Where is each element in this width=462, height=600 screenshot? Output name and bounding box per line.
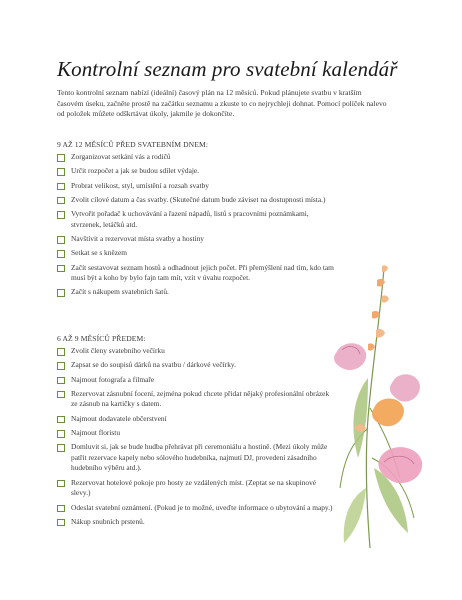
item-text: Probrat velikost, styl, umístění a rozsah svatby: [71, 180, 209, 190]
checklist-section-6-9: [57, 346, 337, 531]
item-text: Odeslat svatební oznámení. (Pokud je to možné, uveďte informace o ubytování a mapy.): [71, 502, 333, 512]
checklist-item: [57, 360, 337, 371]
checklist-item: [57, 517, 337, 528]
checklist-item: [57, 414, 337, 425]
checklist-item: [57, 248, 337, 259]
section-heading-9-12: 9 AŽ 12 MĚSÍCŮ PŘED SVATEBNÍM DNEM:: [57, 140, 209, 149]
checklist-item: [57, 503, 337, 514]
checkbox[interactable]: [57, 168, 65, 176]
checkbox[interactable]: [57, 416, 65, 424]
item-text: Zvolit členy svatebního večírku: [71, 346, 165, 355]
checklist-item: [57, 234, 337, 245]
checkbox[interactable]: [57, 505, 65, 513]
checkbox[interactable]: [57, 183, 65, 191]
item-text: Nákup snubních prstenů.: [71, 516, 145, 526]
item-text: Vytvořit pořadač k uchovávání a řazení nápadů, listů s pracovními poznámkami, stvrzenek, letáčků atd.: [71, 209, 309, 229]
item-text: Najmout floristu: [71, 428, 121, 437]
checklist-item: [57, 375, 337, 386]
checklist-item: [57, 442, 337, 474]
item-text: Zapsat se do soupisů dárků na svatbu / dárkové večírky.: [71, 360, 236, 370]
checklist-item: [57, 263, 337, 284]
checklist-item: [57, 478, 337, 499]
checklist-item: [57, 346, 337, 357]
checkbox[interactable]: [57, 197, 65, 205]
checkbox[interactable]: [57, 265, 65, 273]
item-text: Rezervovat zásnubní focení, zejména pokud chcete přidat nějaký profesionální obrázek ze zásnub na kartičky s datem.: [71, 388, 330, 409]
checklist-item: [57, 152, 337, 163]
checkbox[interactable]: [57, 362, 65, 370]
checkbox[interactable]: [57, 377, 65, 385]
checkbox[interactable]: [57, 391, 65, 399]
checkbox[interactable]: [57, 236, 65, 244]
checklist-item: [57, 166, 337, 177]
checkbox[interactable]: [57, 444, 65, 452]
intro-paragraph: Tento kontrolní seznam nabízí (ideální) časový plán na 12 měsíců. Pokud plánujete svatbu v kratším časovém úseku, začněte prostě na začátku seznamu a zkuste to co nejrychleji dohnat. Pomocí políček nalevo od položek můžete odškrtávat úkoly, jakmile je dokončíte.: [57, 88, 387, 119]
checklist-item: [57, 209, 337, 230]
checkbox[interactable]: [57, 480, 65, 488]
checklist-item: [57, 428, 337, 439]
checklist-item: [57, 287, 337, 298]
checkbox[interactable]: [57, 211, 65, 219]
checkbox[interactable]: [57, 519, 65, 527]
checklist-item: [57, 181, 337, 192]
flower-illustration-icon: [322, 258, 432, 558]
item-text: Najmout fotografa a filmaře: [71, 374, 155, 384]
item-text: Zorganizovat setkání vás a rodičů: [71, 152, 171, 161]
checkbox[interactable]: [57, 289, 65, 297]
item-text: Začít s nákupem svatebních šatů.: [71, 287, 169, 297]
checkbox[interactable]: [57, 154, 65, 162]
item-text: Začít sestavovat seznam hostů a odhadnout jejich počet. Při přemýšlení nad tím, kdo tam musí být a koho by bylo fajn tam mít, vzít v úvahu rozpočet.: [71, 262, 334, 283]
item-text: Určit rozpočet a jak se budou sdílet výdaje.: [71, 166, 200, 176]
item-text: Navštívit a rezervovat místa svatby a hostiny: [71, 234, 204, 243]
checklist-section-9-12: [57, 152, 337, 302]
item-text: Setkat se s knězem: [71, 248, 128, 258]
section-heading-6-9: 6 AŽ 9 MĚSÍCŮ PŘEDEM:: [57, 334, 146, 343]
checklist-item: [57, 195, 337, 206]
item-text: Domluvit si, jak se bude hudba přehrávat při ceremoniálu a hostině. (Mezi úkoly může patřit rezervace kapely nebo sólového hudebníka, najmutí DJ, provedení zásadního hudebního výběru atd.).: [71, 442, 328, 473]
checkbox[interactable]: [57, 250, 65, 258]
page-title: Kontrolní seznam pro svatební kalendář: [57, 57, 398, 81]
item-text: Zvolit cílové datum a čas svatby. (Skutečné datum bude záviset na dostupnosti místa.): [71, 194, 326, 204]
checklist-item: [57, 389, 337, 410]
checkbox[interactable]: [57, 430, 65, 438]
checkbox[interactable]: [57, 348, 65, 356]
item-text: Najmout dodavatele občerstvení: [71, 413, 167, 423]
item-text: Rezervovat hotelové pokoje pro hosty ze vzdálených míst. (Zeptat se na skupinové slevy.): [71, 477, 317, 498]
